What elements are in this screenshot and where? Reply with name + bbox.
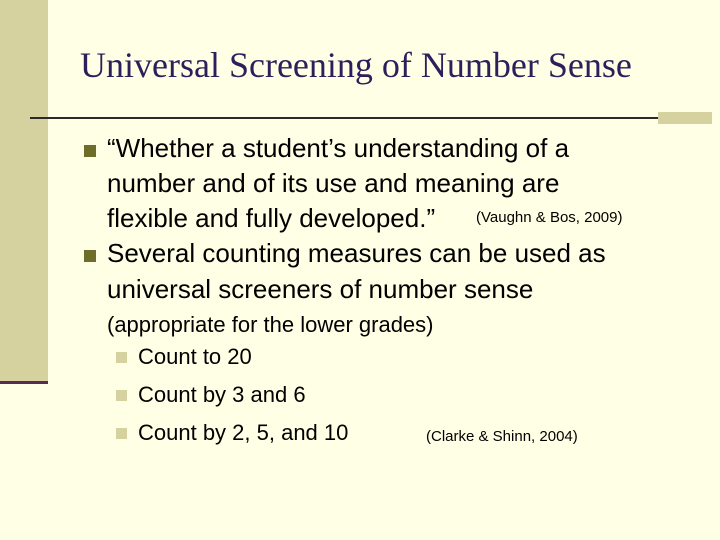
left-sidebar-band (0, 0, 48, 384)
bullet-quote-line-3: flexible and fully developed.” (107, 203, 436, 233)
sub-item-count-by-3-6: Count by 3 and 6 (138, 382, 306, 407)
bullet-measures-line-1: Several counting measures can be used as (107, 238, 606, 268)
bullet-marker (84, 145, 96, 157)
title-divider-accent (658, 112, 712, 124)
quote-citation: (Vaughn & Bos, 2009) (476, 209, 623, 226)
sub-items-citation: (Clarke & Shinn, 2004) (426, 428, 578, 445)
bullet-quote-line-2: number and of its use and meaning are (107, 168, 560, 198)
bullet-measures-line-2: universal screeners of number sense (107, 274, 534, 304)
sub-item-count-by-2-5-10: Count by 2, 5, and 10 (138, 420, 349, 445)
bullet-quote-line-1: “Whether a student’s understanding of a (107, 133, 570, 163)
sub-bullet-marker (116, 428, 127, 439)
sub-item-count-to-20: Count to 20 (138, 344, 252, 369)
sidebar-accent-line (0, 381, 48, 384)
bullet-marker (84, 250, 96, 262)
sub-bullet-marker (116, 352, 127, 363)
title-divider (30, 117, 658, 119)
measures-note: (appropriate for the lower grades) (107, 312, 434, 337)
sub-bullet-marker (116, 390, 127, 401)
slide-title: Universal Screening of Number Sense (80, 45, 632, 85)
